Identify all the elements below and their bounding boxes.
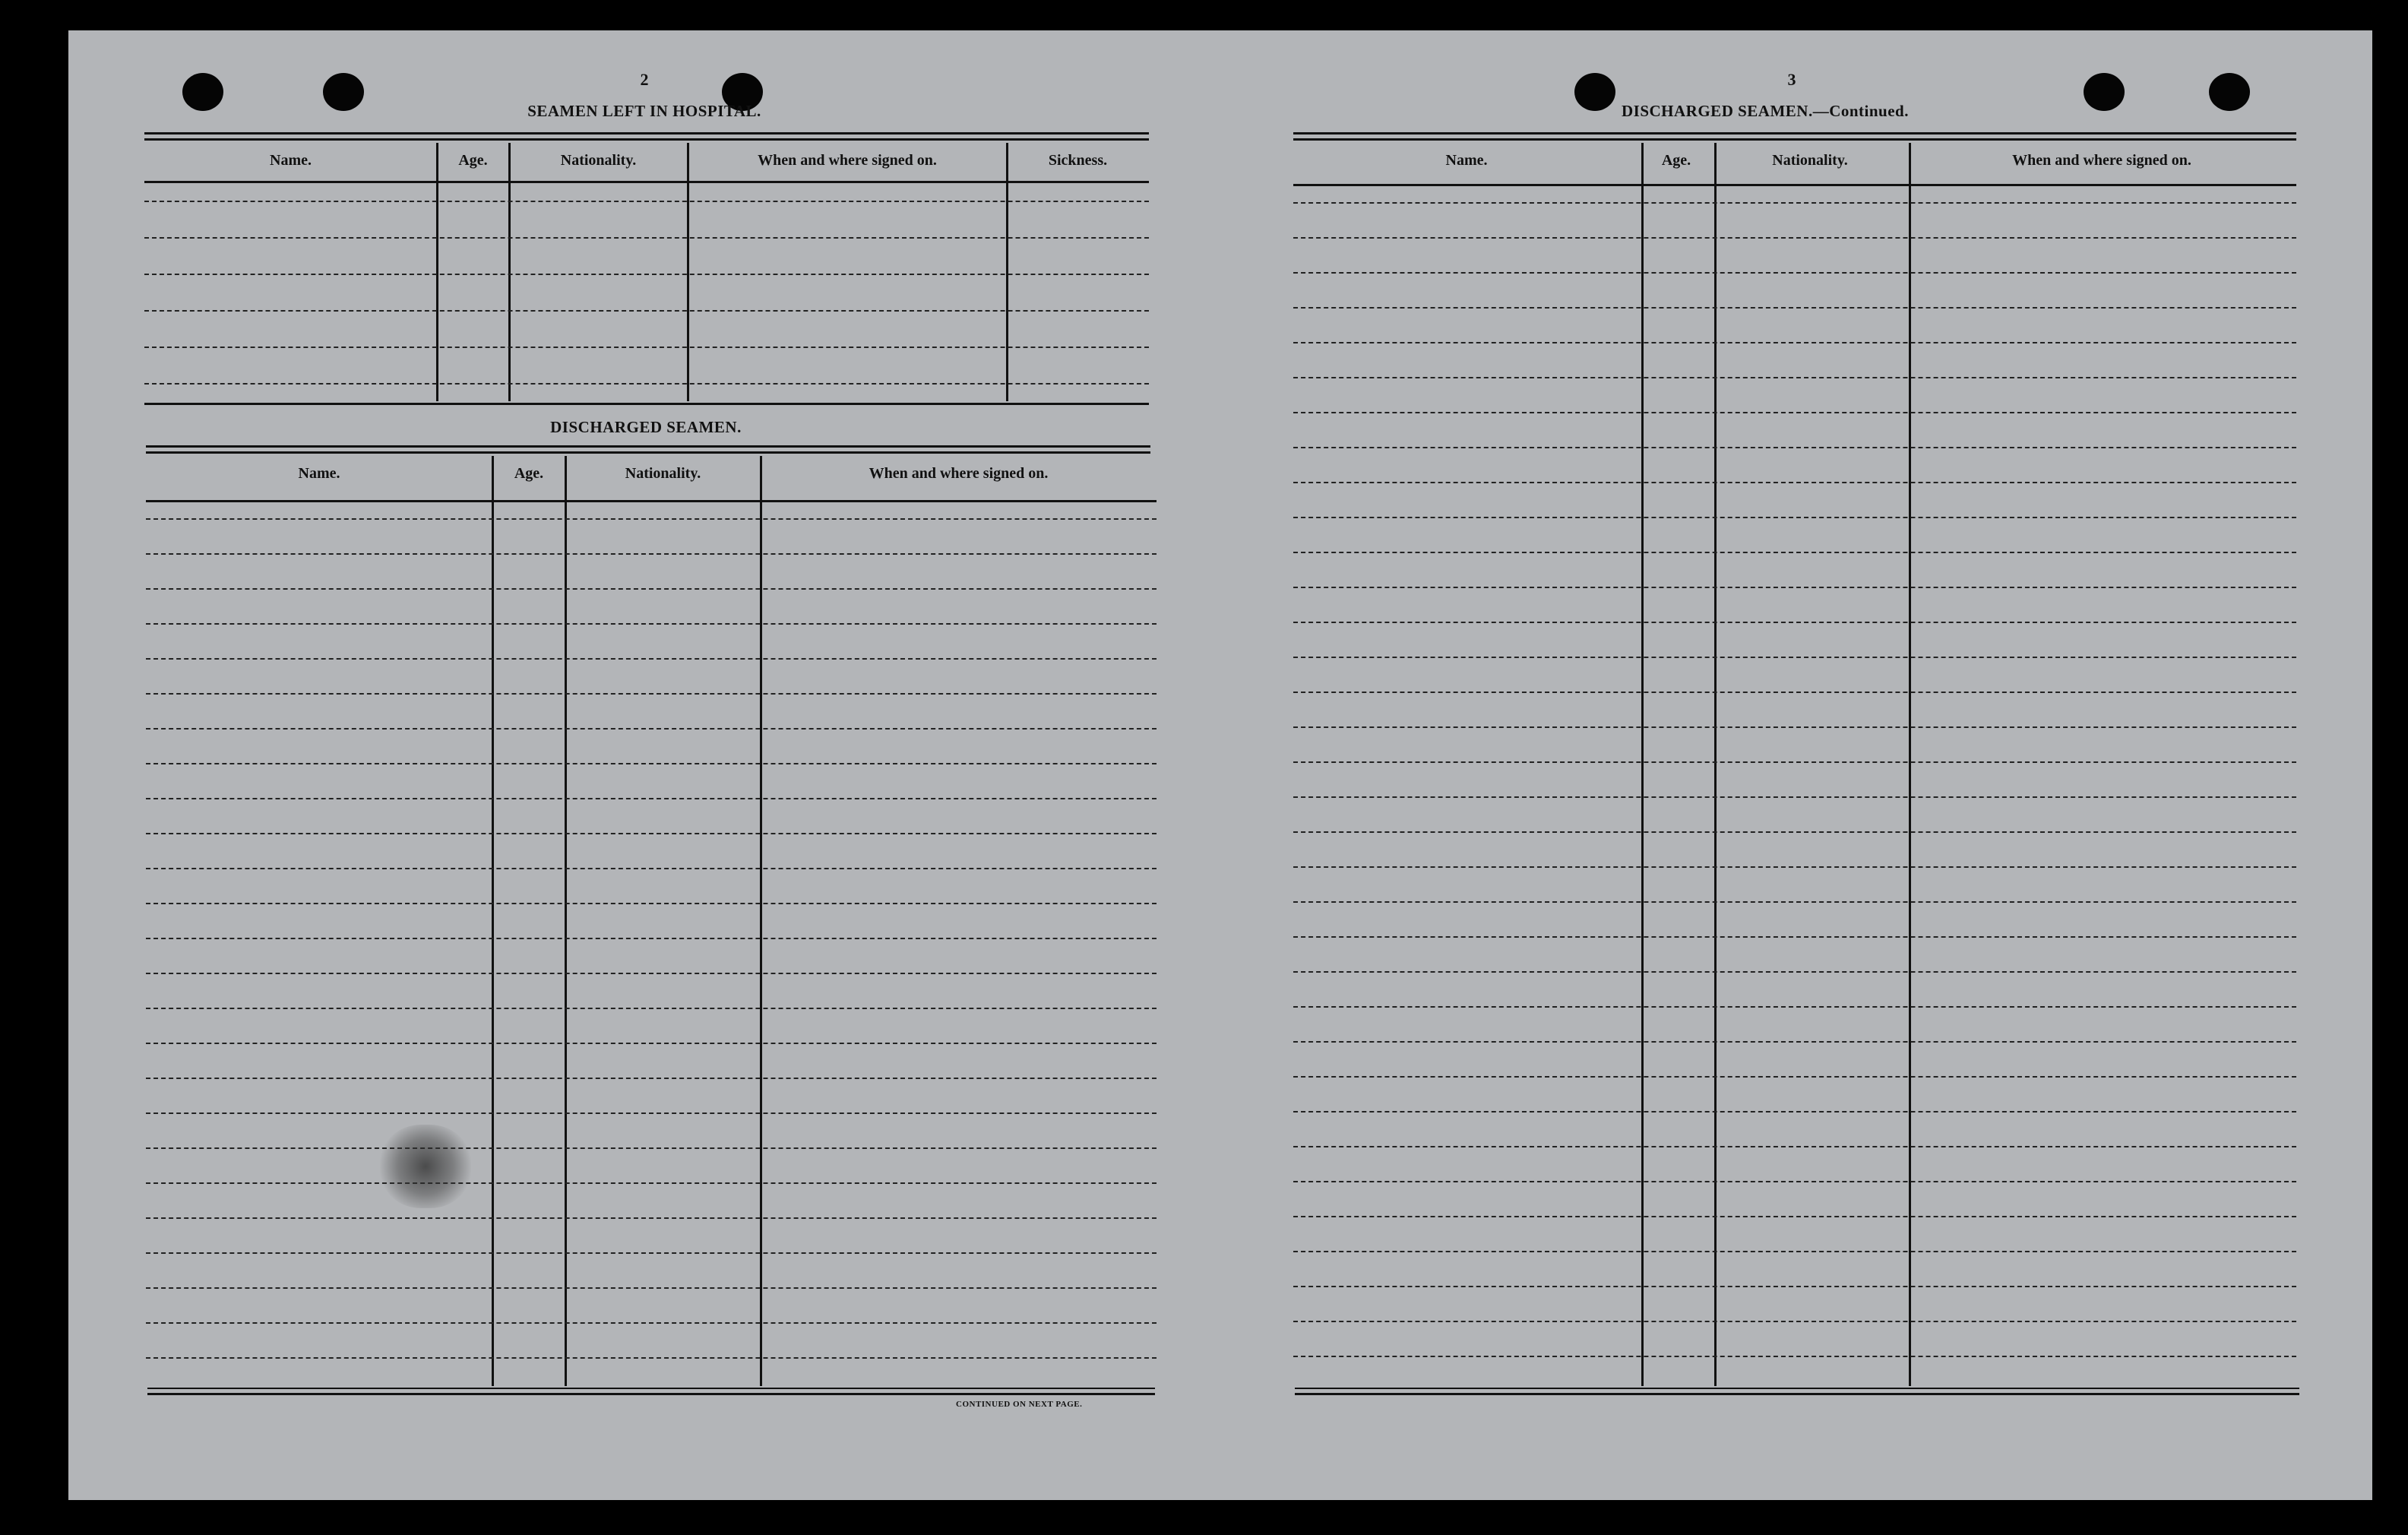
- dotted-row-line: [146, 1217, 1157, 1219]
- dotted-row-line: [146, 553, 1157, 555]
- dotted-row-line: [1293, 272, 2296, 274]
- page-number-right: 3: [1787, 70, 1796, 89]
- dotted-row-line: [1293, 796, 2296, 798]
- continued-footer: CONTINUED ON NEXT PAGE.: [956, 1400, 1083, 1409]
- dotted-row-line: [1293, 412, 2296, 413]
- dotted-row-line: [1293, 1006, 2296, 1008]
- dotted-row-line: [146, 1357, 1157, 1359]
- dotted-row-line: [146, 973, 1157, 974]
- dotted-row-line: [146, 728, 1157, 730]
- dotted-row-line: [146, 1147, 1157, 1149]
- punch-hole: [2209, 73, 2250, 111]
- dotted-row-line: [1293, 1321, 2296, 1322]
- dotted-row-line: [146, 1322, 1157, 1324]
- rule: [146, 451, 1150, 454]
- rule: [147, 1393, 1155, 1395]
- table-header: [146, 456, 1157, 502]
- dotted-row-line: [144, 310, 1149, 312]
- dotted-row-line: [146, 1078, 1157, 1079]
- rule: [147, 1388, 1155, 1389]
- column-header-age: Age.: [458, 152, 488, 169]
- dotted-row-line: [144, 383, 1149, 385]
- dotted-row-line: [146, 693, 1157, 695]
- column-header-nationality: Nationality.: [560, 152, 637, 169]
- dotted-row-line: [1293, 866, 2296, 868]
- dotted-row-line: [144, 274, 1149, 275]
- dotted-row-line: [1293, 831, 2296, 833]
- dotted-row-line: [1293, 202, 2296, 204]
- table-header: [1293, 143, 2296, 186]
- dotted-row-line: [146, 1287, 1157, 1289]
- discharged-section-title: DISCHARGED SEAMEN.: [550, 418, 742, 436]
- dotted-row-line: [1293, 901, 2296, 903]
- dotted-row-line: [146, 1043, 1157, 1044]
- column-header-nationality: Nationality.: [625, 465, 701, 482]
- dotted-row-line: [1293, 936, 2296, 938]
- table-rows: [144, 181, 1149, 401]
- punch-hole: [2084, 73, 2125, 111]
- dotted-row-line: [146, 938, 1157, 939]
- rule: [144, 132, 1149, 135]
- hospital-section-title: SEAMEN LEFT IN HOSPITAL.: [527, 102, 761, 120]
- dotted-row-line: [1293, 447, 2296, 448]
- dotted-row-line: [1293, 1356, 2296, 1357]
- rule: [1293, 132, 2296, 135]
- dotted-row-line: [146, 903, 1157, 904]
- column-header-age: Age.: [514, 465, 544, 482]
- dotted-row-line: [1293, 657, 2296, 658]
- rule: [1293, 138, 2296, 141]
- column-header-signed-on: When and where signed on.: [758, 152, 937, 169]
- dotted-row-line: [1293, 517, 2296, 518]
- table-header: [144, 143, 1149, 183]
- dotted-row-line: [1293, 726, 2296, 728]
- dotted-row-line: [1293, 622, 2296, 623]
- dotted-row-line: [1293, 1041, 2296, 1043]
- dotted-row-line: [146, 518, 1157, 520]
- column-header-nationality: Nationality.: [1772, 152, 1848, 169]
- ink-smudge: [380, 1125, 471, 1208]
- page-number-left: 2: [640, 70, 649, 89]
- dotted-row-line: [1293, 1146, 2296, 1147]
- dotted-row-line: [1293, 552, 2296, 553]
- dotted-row-line: [1293, 1076, 2296, 1078]
- dotted-row-line: [144, 237, 1149, 239]
- table-rows: [1293, 184, 2296, 1386]
- hospital-table: [144, 143, 1149, 401]
- dotted-row-line: [146, 1008, 1157, 1009]
- dotted-row-line: [1293, 692, 2296, 693]
- dotted-row-line: [1293, 761, 2296, 763]
- dotted-row-line: [146, 798, 1157, 799]
- dotted-row-line: [1293, 482, 2296, 483]
- dotted-row-line: [146, 833, 1157, 834]
- column-header-name: Name.: [1445, 152, 1488, 169]
- rule: [146, 445, 1150, 448]
- column-header-age: Age.: [1661, 152, 1691, 169]
- dotted-row-line: [1293, 587, 2296, 588]
- rule: [144, 138, 1149, 141]
- form-sheet: [68, 30, 2372, 1500]
- dotted-row-line: [144, 201, 1149, 202]
- dotted-row-line: [1293, 307, 2296, 309]
- dotted-row-line: [146, 763, 1157, 764]
- dotted-row-line: [144, 347, 1149, 348]
- table-rows: [146, 500, 1157, 1386]
- dotted-row-line: [1293, 377, 2296, 378]
- dotted-row-line: [146, 1112, 1157, 1114]
- dotted-row-line: [146, 658, 1157, 660]
- column-header-name: Name.: [270, 152, 312, 169]
- punch-hole: [182, 73, 223, 111]
- dotted-row-line: [1293, 237, 2296, 239]
- dotted-row-line: [1293, 1251, 2296, 1252]
- continued-section-title: DISCHARGED SEAMEN.—Continued.: [1622, 102, 1909, 120]
- discharged-continued-table: [1293, 143, 2296, 1386]
- punch-hole: [323, 73, 364, 111]
- dotted-row-line: [1293, 342, 2296, 343]
- column-header-signed-on: When and where signed on.: [2012, 152, 2191, 169]
- discharged-table: [146, 456, 1157, 1386]
- column-header-signed-on: When and where signed on.: [869, 465, 1049, 482]
- dotted-row-line: [146, 868, 1157, 869]
- dotted-row-line: [146, 1252, 1157, 1254]
- dotted-row-line: [146, 623, 1157, 625]
- dotted-row-line: [1293, 1216, 2296, 1217]
- column-header-name: Name.: [298, 465, 340, 482]
- rule: [144, 403, 1149, 405]
- dotted-row-line: [1293, 1111, 2296, 1112]
- rule: [1295, 1388, 2299, 1389]
- dotted-row-line: [1293, 1181, 2296, 1182]
- dotted-row-line: [146, 588, 1157, 590]
- dotted-row-line: [146, 1182, 1157, 1184]
- dotted-row-line: [1293, 1286, 2296, 1287]
- rule: [1295, 1393, 2299, 1395]
- column-header-sickness: Sickness.: [1048, 152, 1108, 169]
- dotted-row-line: [1293, 971, 2296, 973]
